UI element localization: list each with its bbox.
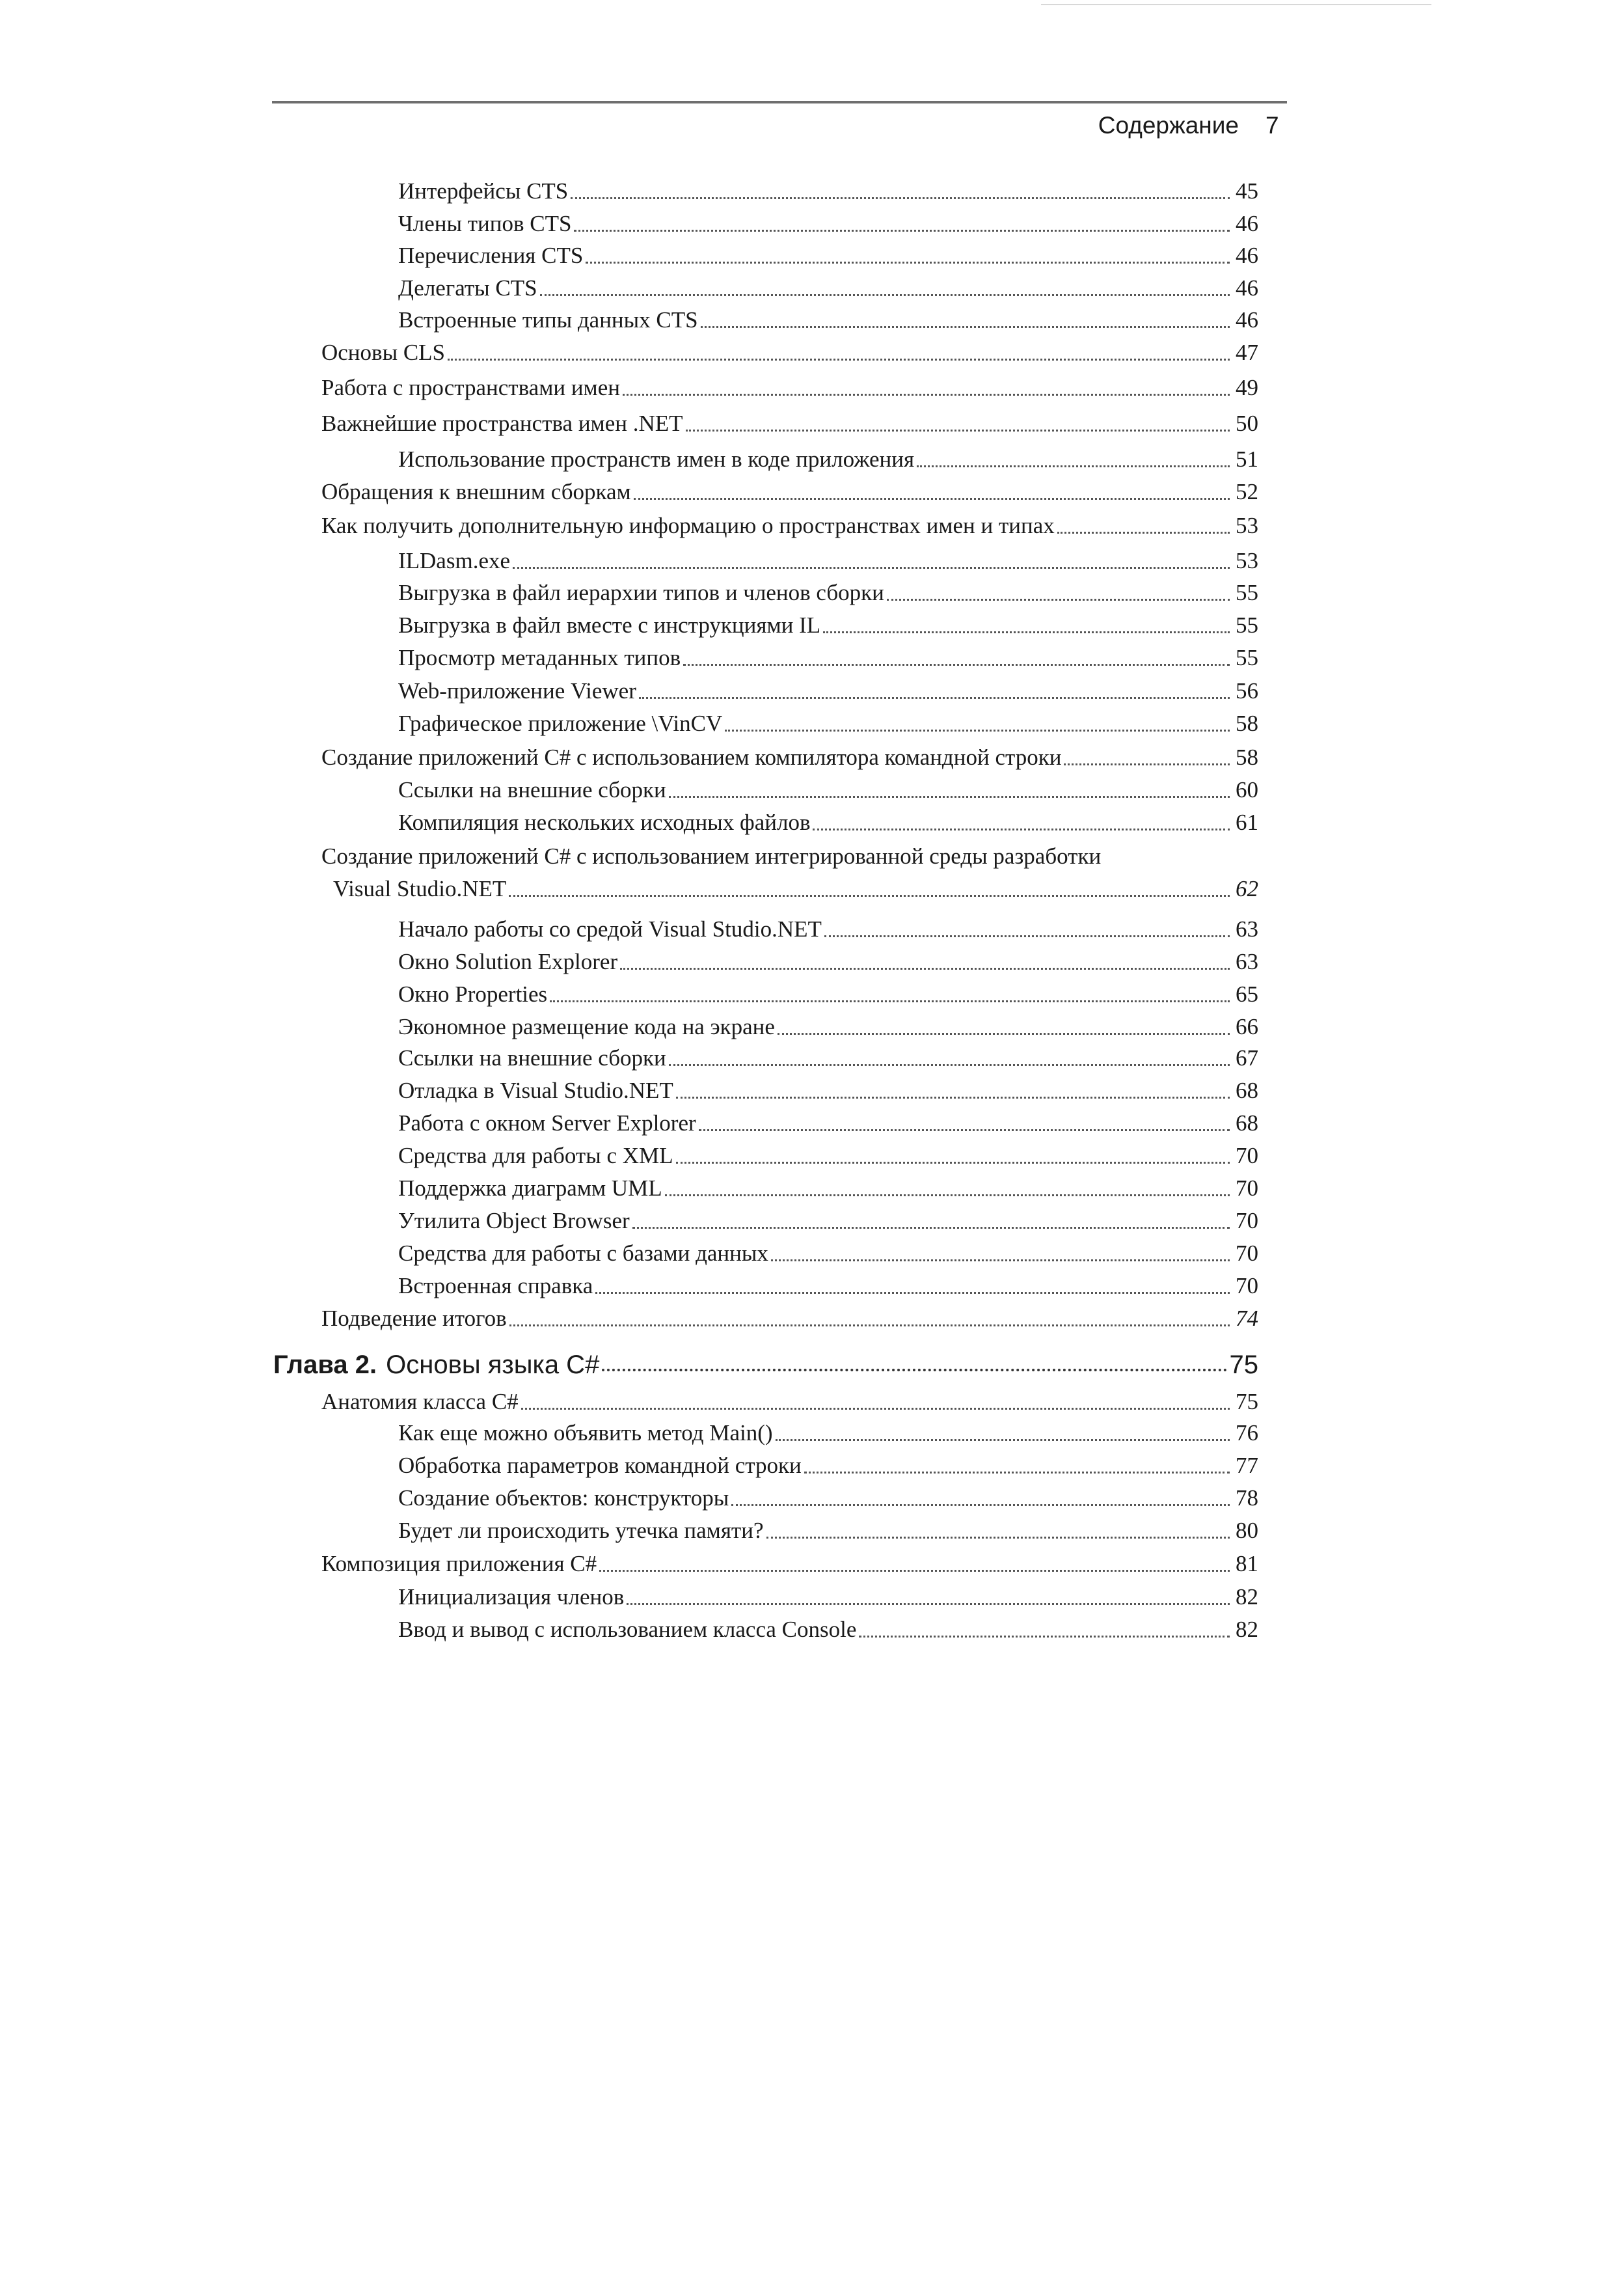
toc-entry-title: Visual Studio.NET <box>333 876 507 901</box>
dot-leader <box>599 1570 1230 1572</box>
toc-entry <box>398 443 1258 474</box>
toc-entry <box>398 1010 1258 1041</box>
toc-entry-title: Встроенные типы данных CTS <box>398 307 698 333</box>
toc-entry-title: Начало работы со средой Visual Studio.NET <box>398 916 822 942</box>
dot-leader <box>917 465 1230 467</box>
toc-entry-title: Выгрузка в файл вместе с инструкциями IL <box>398 612 821 638</box>
toc-entry-title: Экономное размещение кода на экране <box>398 1014 775 1039</box>
toc-entry-title: Создание объектов: конструкторы <box>398 1485 729 1511</box>
toc-page-number: 65 <box>1236 981 1258 1007</box>
toc-entry <box>333 872 1258 903</box>
dot-leader <box>1064 763 1230 765</box>
dot-leader <box>813 829 1230 830</box>
dot-leader <box>623 394 1230 396</box>
toc-page-number: 70 <box>1236 1143 1258 1168</box>
toc-entry-title: Обработка параметров командной строки <box>398 1453 802 1478</box>
dot-leader <box>665 1194 1230 1196</box>
toc-entry <box>398 303 1258 335</box>
toc-entry <box>398 707 1258 738</box>
toc-entry <box>398 239 1258 270</box>
toc-entry <box>398 576 1258 607</box>
toc-entry <box>398 1172 1258 1203</box>
toc-entry <box>321 1547 1258 1578</box>
toc-entry-title: Выгрузка в файл иерархии типов и членов сборки <box>398 580 884 605</box>
toc-page-number: 51 <box>1236 446 1258 472</box>
toc-page-number: 58 <box>1236 745 1258 770</box>
dot-leader <box>824 935 1230 937</box>
toc-page-number: 68 <box>1236 1078 1258 1103</box>
dot-leader <box>686 430 1230 432</box>
toc-page-number: 74 <box>1236 1306 1258 1331</box>
toc-page-number: 67 <box>1236 1045 1258 1071</box>
toc-entry-title: Работа с окном Server Explorer <box>398 1110 696 1136</box>
toc-entry-title: Окно Solution Explorer <box>398 949 618 974</box>
toc-entry-line1 <box>321 840 1101 871</box>
toc-entry-title: Обращения к внешним сборкам <box>321 479 631 504</box>
toc-entry <box>398 174 1258 206</box>
toc-entry <box>398 978 1258 1009</box>
dot-leader <box>676 1162 1230 1164</box>
toc-entry-title: Поддержка диаграмм UML <box>398 1175 662 1201</box>
toc-page-number: 82 <box>1236 1617 1258 1642</box>
toc-page-number: 46 <box>1236 307 1258 333</box>
running-header-page-number: 7 <box>1265 112 1279 139</box>
toc-page-number: 82 <box>1236 1584 1258 1610</box>
toc-page-number: 55 <box>1236 580 1258 605</box>
toc-page-number: 60 <box>1236 777 1258 802</box>
toc-page-number: 56 <box>1236 678 1258 704</box>
dot-leader <box>887 599 1230 601</box>
toc-page-number: 49 <box>1236 375 1258 400</box>
toc-page-number: 63 <box>1236 949 1258 974</box>
toc-entry-title: Как еще можно объявить метод Main() <box>398 1420 773 1446</box>
dot-leader <box>725 730 1230 732</box>
toc-entry <box>398 1106 1258 1138</box>
toc-entry <box>321 407 1258 438</box>
toc-entry <box>398 1514 1258 1545</box>
toc-page-number: 52 <box>1236 479 1258 504</box>
dot-leader <box>823 631 1230 633</box>
toc-entry-title: Компиляция нескольких исходных файлов <box>398 810 811 835</box>
toc-page-number: 50 <box>1236 411 1258 436</box>
dot-leader <box>550 1000 1230 1002</box>
dot-leader <box>859 1636 1230 1638</box>
toc-entry <box>398 1416 1258 1447</box>
toc-entry-title: Средства для работы с базами данных <box>398 1240 768 1266</box>
dot-leader <box>586 262 1230 264</box>
toc-entry-title: Перечисления CTS <box>398 243 584 268</box>
toc-entry <box>321 1302 1258 1333</box>
toc-entry <box>398 544 1258 575</box>
toc-page-number: 46 <box>1236 275 1258 301</box>
chapter-label: Глава 2. <box>273 1350 377 1379</box>
toc-page-number: 58 <box>1236 711 1258 736</box>
toc-page-number: 70 <box>1236 1175 1258 1201</box>
toc-page-number: 77 <box>1236 1453 1258 1478</box>
toc-page-number: 70 <box>1236 1208 1258 1233</box>
dot-leader <box>639 697 1230 699</box>
dot-leader <box>571 197 1230 199</box>
toc-entry-title: Композиция приложения C# <box>321 1551 597 1576</box>
toc-entry-title: Ввод и вывод с использованием класса Console <box>398 1617 857 1642</box>
toc-page-number: 70 <box>1236 1273 1258 1298</box>
toc-entry-title: Использование пространств имен в коде приложения <box>398 446 915 472</box>
toc-entry-title: Графическое приложение \VinCV <box>398 711 723 736</box>
running-header-title: Содержание <box>1098 112 1239 139</box>
toc-page-number: 46 <box>1236 211 1258 236</box>
toc-entry-title: Ссылки на внешние сборки <box>398 1045 666 1071</box>
dot-leader <box>448 359 1230 361</box>
dot-leader <box>509 1324 1230 1326</box>
dot-leader <box>676 1097 1230 1099</box>
toc-chapter-entry <box>273 1343 1258 1379</box>
toc-page-number: 63 <box>1236 916 1258 942</box>
toc-page-number: 81 <box>1236 1551 1258 1576</box>
dot-leader <box>669 1064 1230 1066</box>
dot-leader <box>669 796 1230 798</box>
toc-entry <box>398 1269 1258 1300</box>
dot-leader <box>620 968 1230 970</box>
toc-entry <box>321 475 1258 506</box>
dot-leader <box>778 1033 1230 1035</box>
dot-leader <box>574 230 1230 232</box>
toc-entry <box>398 1237 1258 1268</box>
toc-entry <box>398 1580 1258 1611</box>
toc-entry <box>398 912 1258 944</box>
dot-leader <box>701 326 1230 328</box>
toc-page-number: 68 <box>1236 1110 1258 1136</box>
toc-entry <box>398 1041 1258 1073</box>
toc-page-number: 53 <box>1236 548 1258 573</box>
toc-entry-title: ILDasm.exe <box>398 548 511 573</box>
toc-entry <box>398 945 1258 976</box>
toc-entry-title: Анатомия класса C# <box>321 1389 519 1414</box>
toc-entry <box>398 1481 1258 1513</box>
toc-page-number: 62 <box>1236 876 1258 901</box>
toc-entry-title: Члены типов CTS <box>398 211 572 236</box>
dot-leader <box>632 1227 1230 1229</box>
dot-leader <box>766 1537 1230 1539</box>
toc-page-number: 70 <box>1236 1240 1258 1266</box>
toc-page-number: 45 <box>1236 178 1258 204</box>
dot-leader <box>804 1472 1230 1473</box>
toc-entry-title: Создание приложений C# с использованием компилятора командной строки <box>321 745 1062 770</box>
dot-leader <box>595 1292 1230 1294</box>
toc-page-number: 61 <box>1236 810 1258 835</box>
toc-page-number: 78 <box>1236 1485 1258 1511</box>
dot-leader <box>602 1369 1226 1371</box>
toc-entry-title: Делегаты CTS <box>398 275 537 301</box>
toc-entry-title: Встроенная справка <box>398 1273 593 1298</box>
toc-entry-title: Будет ли происходить утечка памяти? <box>398 1518 764 1543</box>
toc-page-number: 75 <box>1229 1350 1258 1379</box>
toc-entry <box>321 371 1258 402</box>
toc-entry-title: Создание приложений C# с использованием интегрированной среды разработки <box>321 843 1102 869</box>
toc-entry <box>398 1204 1258 1235</box>
toc-page-number: 80 <box>1236 1518 1258 1543</box>
toc-entry <box>321 509 1258 540</box>
toc-entry-title: Интерфейсы CTS <box>398 178 569 204</box>
toc-entry <box>398 1074 1258 1105</box>
toc-page-number: 47 <box>1236 340 1258 365</box>
toc-entry-title: Инициализация членов <box>398 1584 625 1610</box>
toc-entry-title: Подведение итогов <box>321 1306 507 1331</box>
toc-page-number: 55 <box>1236 612 1258 638</box>
toc-entry <box>321 336 1258 367</box>
toc-entry-title: Web-приложение Viewer <box>398 678 636 704</box>
dot-leader <box>683 664 1230 666</box>
toc-entry-title: Работа с пространствами имен <box>321 375 620 400</box>
dot-leader <box>521 1408 1230 1410</box>
toc-entry-title: Основы CLS <box>321 340 446 365</box>
toc-entry <box>398 1613 1258 1644</box>
chapter-title: Основы языка C# <box>386 1350 600 1379</box>
toc-entry <box>398 1449 1258 1480</box>
dot-leader <box>1057 532 1230 534</box>
toc-entry <box>398 773 1258 804</box>
toc-page-number: 53 <box>1236 513 1258 538</box>
toc-entry <box>398 207 1258 238</box>
dot-leader <box>513 567 1230 569</box>
dot-leader <box>731 1504 1230 1506</box>
toc-entry-title: Отладка в Visual Studio.NET <box>398 1078 673 1103</box>
toc-entry <box>398 1139 1258 1170</box>
toc-entry-title: Утилита Object Browser <box>398 1208 630 1233</box>
toc-entry-title: Средства для работы с XML <box>398 1143 673 1168</box>
toc-page-number: 66 <box>1236 1014 1258 1039</box>
toc-entry <box>398 674 1258 706</box>
toc-entry <box>321 1385 1258 1416</box>
toc-entry <box>398 271 1258 303</box>
dot-leader <box>540 294 1230 296</box>
dot-leader <box>776 1439 1230 1441</box>
toc-page-number: 76 <box>1236 1420 1258 1446</box>
toc-entry-title: Ссылки на внешние сборки <box>398 777 666 802</box>
dot-leader <box>509 895 1230 897</box>
toc-entry-title: Окно Properties <box>398 981 548 1007</box>
toc-entry-title: Важнейшие пространства имен .NET <box>321 411 683 436</box>
dot-leader <box>627 1603 1230 1605</box>
toc-page-number: 46 <box>1236 243 1258 268</box>
dot-leader <box>699 1129 1230 1131</box>
dot-leader <box>634 498 1230 500</box>
toc-entry-title: Просмотр метаданных типов <box>398 645 681 670</box>
toc-page-number: 75 <box>1236 1389 1258 1414</box>
toc-page-number: 55 <box>1236 645 1258 670</box>
dot-leader <box>771 1259 1230 1261</box>
toc-entry <box>321 741 1258 772</box>
toc-entry <box>398 641 1258 672</box>
toc-entry <box>398 609 1258 640</box>
toc-entry-title: Как получить дополнительную информацию о пространствах имен и типах <box>321 513 1055 538</box>
toc-entry <box>398 806 1258 837</box>
